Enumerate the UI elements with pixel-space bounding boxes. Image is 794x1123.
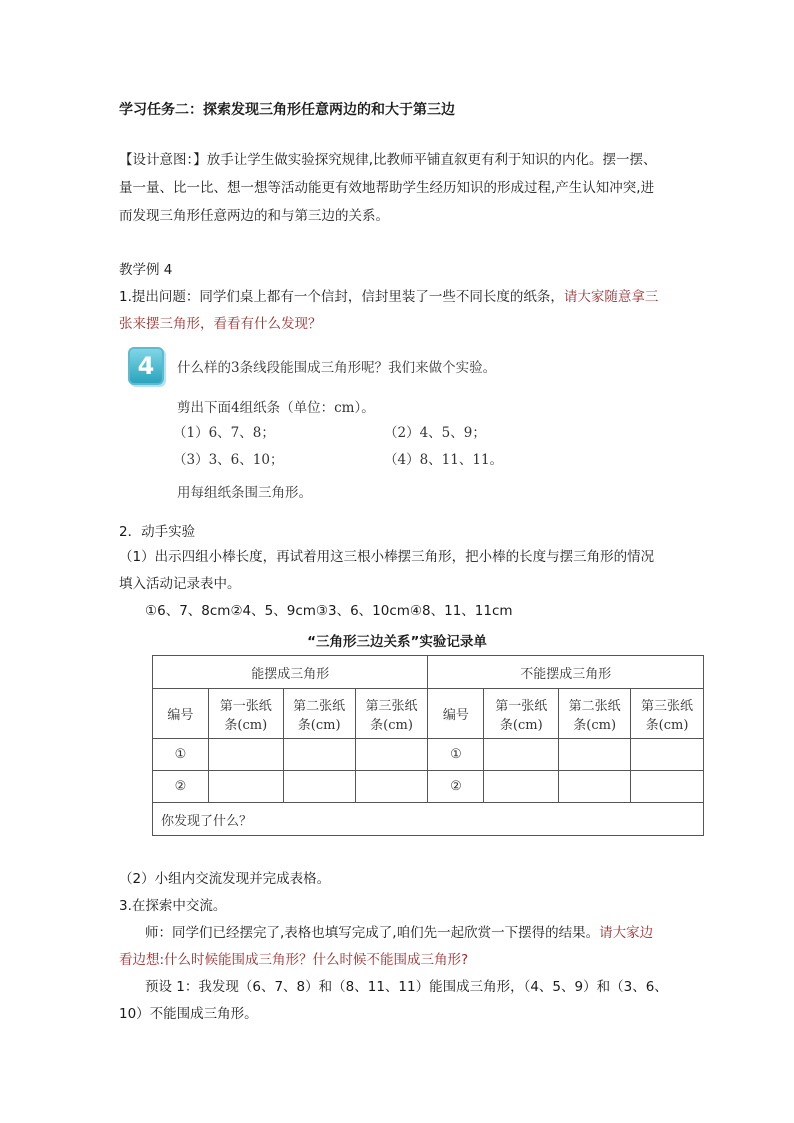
step2-line-2: 填入活动记录表中。 [119,576,241,592]
step1-highlight-2: 张来摆三角形，看看有什么发现？ [119,316,322,332]
col-strip-3 [355,689,428,739]
textbook-question: 什么样的3条线段能围成三角形呢？我们来做个实验。 [177,360,497,376]
step2-part2: （2）小组内交流发现并完成表格。 [119,871,331,887]
col-strip-3-line-b: 条(cm) [370,717,413,733]
col-strip-2-line-b: 条(cm) [297,717,341,733]
strip-group-4: （4）8、11、11。 [384,452,504,468]
col-strip-1-line-b: 条(cm) [499,717,543,733]
table-cell [355,739,428,771]
row-number-2: ② [428,771,484,803]
col-strip-1 [208,689,283,739]
experiment-record-table [152,655,704,836]
textbook-instruction: 剪出下面4组纸条（单位：cm）。 [177,400,375,416]
textbook-closing: 用每组纸条围三角形。 [177,485,312,501]
page-title: 学习任务二：探索发现三角形任意两边的和大于第三边 [119,102,455,118]
cannot-form-header: 不能摆成三角形 [428,656,704,689]
table-cell [559,771,631,803]
col-strip-3-line-b: 条(cm) [645,717,689,733]
step1-text: 1.提出问题：同学们桌上都有一个信封，信封里装了一些不同长度的纸条， [119,289,564,305]
col-strip-3-line-a: 第三张纸 [641,698,694,714]
col-number: 编号 [153,689,209,739]
design-intent-line-3: 而发现三角形任意两边的和与第三边的关系。 [119,208,389,224]
row-number-2: ② [153,771,209,803]
row-number-1: ① [428,739,484,771]
design-intent-line-2: 量一量、比一比、想一想等活动能更有效地帮助学生经历知识的形成过程,产生认知冲突,进 [119,180,655,196]
teacher-line-1 [145,919,653,947]
preset-line-1: 预设 1：我发现（6、7、8）和（8、11、11）能围成三角形，（4、5、9）和（3、6、 [145,979,668,995]
step3-heading: 3.在探索中交流。 [119,898,227,914]
table-cell [559,739,631,771]
step1-line-1 [119,283,658,311]
table-cell [355,771,428,803]
col-number: 编号 [428,689,484,739]
col-strip-1-line-b: 条(cm) [224,717,268,733]
table-cell [208,739,283,771]
table-cell [631,771,704,803]
example-heading: 教学例 4 [119,262,173,278]
col-strip-2 [559,689,631,739]
strip-group-2: （2）4、5、9； [384,425,486,441]
design-intent-line-1: 【设计意图：】放手让学生做实验探究规律,比教师平铺直叙更有利于知识的内化。摆一摆、 [119,152,657,168]
strip-group-1: （1）6、7、8； [173,425,275,441]
step2-line-1: （1）出示四组小棒长度，再试着用这三根小棒摆三角形，把小棒的长度与摆三角形的情况 [119,549,655,565]
can-form-header: 能摆成三角形 [153,656,428,689]
col-strip-2-line-b: 条(cm) [573,717,617,733]
table-cell [631,739,704,771]
col-strip-3 [631,689,704,739]
stick-lengths: ①6、7、8cm②4、5、9cm③3、6、10cm④8、11、11cm [145,603,513,619]
step1-highlight-1: 请大家随意拿三 [563,289,659,305]
table-footer-question: 你发现了什么？ [153,803,704,836]
teacher-highlight-1: 请大家边 [599,925,654,941]
table-cell [484,739,559,771]
col-strip-1-line-a: 第一张纸 [219,698,272,714]
preset-line-2: 10）不能围成三角形。 [119,1006,258,1022]
step2-heading: 2．动手实验 [119,524,196,540]
table-cell [283,771,355,803]
col-strip-2-line-a: 第二张纸 [293,698,346,714]
col-strip-3-line-a: 第三张纸 [365,698,418,714]
col-strip-2-line-a: 第二张纸 [568,698,621,714]
strip-group-3: （3）3、6、10； [173,452,284,468]
row-number-1: ① [153,739,209,771]
teacher-text: 师：同学们已经摆完了,表格也填写完成了,咱们先一起欣赏一下摆得的结果。 [145,925,600,941]
col-strip-1-line-a: 第一张纸 [495,698,548,714]
table-cell [283,739,355,771]
table-cell [208,771,283,803]
teacher-highlight-2: 看边想:什么时候能围成三角形？什么时候不能围成三角形? [119,952,469,968]
table-cell [484,771,559,803]
col-strip-2 [283,689,355,739]
example-number-badge: 4 [128,347,164,385]
table-caption: “三角形三边关系”实验记录单 [307,634,487,650]
col-strip-1 [484,689,559,739]
